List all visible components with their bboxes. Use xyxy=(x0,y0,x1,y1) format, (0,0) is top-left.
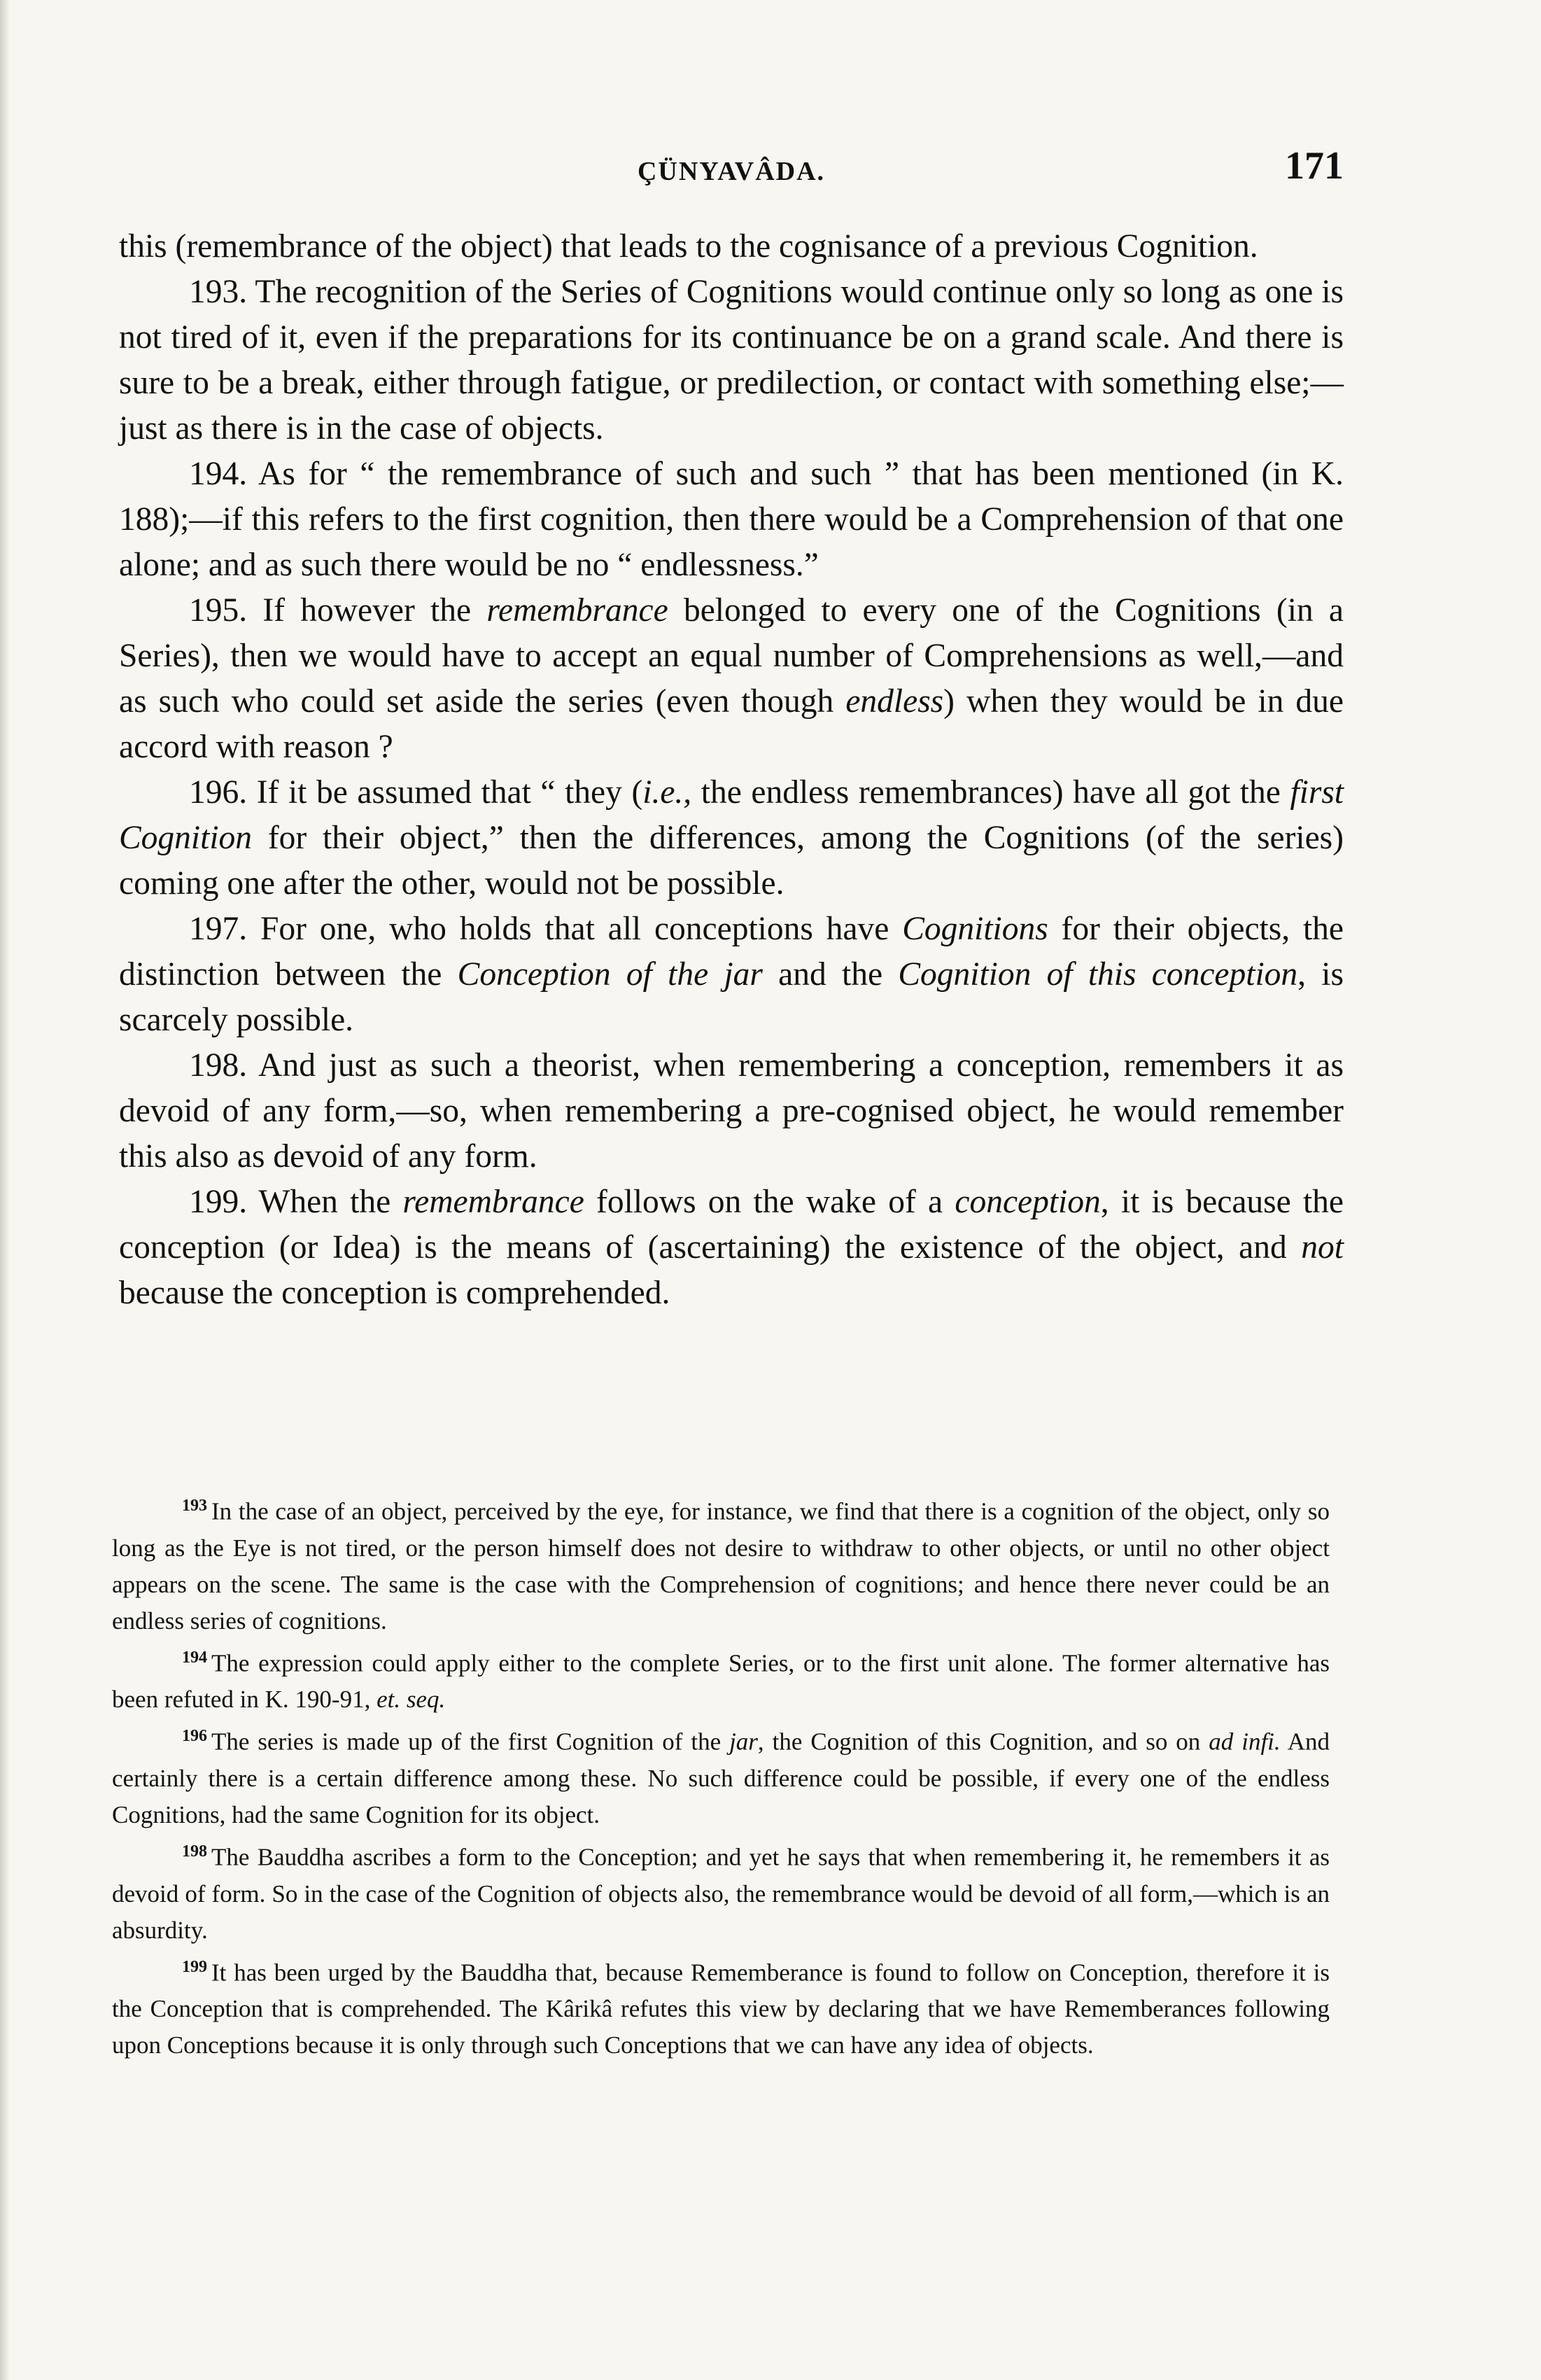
running-head: ÇÜNYAVÂDA. xyxy=(637,157,826,186)
footnote-number: 198 xyxy=(182,1842,207,1861)
footnote-text: And certainly there is a certain difference among these. No such difference could be possible, if every one of the endless Cognitions, had the same Cognition for its object. xyxy=(112,1728,1330,1828)
italic-segment: et. seq. xyxy=(377,1686,446,1714)
footnote-text: In the case of an object, perceived by the eye, for instance, we find that there is a cognition of the object, only so long as the Eye is not tired, or the person himself does not desire to withdraw to other objects, or until no other object appears on the scene. The same is the case with the Comprehension of cognitions; and hence there never could be an endless series of cognitions. xyxy=(112,1497,1330,1634)
italic-segment: Cognition of this conception xyxy=(898,956,1298,993)
text-segment: , it is because the conception (or Idea) is the means of (ascertaining) the existence of the object, and xyxy=(119,1184,1344,1266)
footnote-194 xyxy=(112,1639,1330,1718)
text-segment: ) when they would be in due accord with reason ? xyxy=(119,683,1344,765)
footnotes xyxy=(112,1488,1330,2064)
footnote-text: The expression could apply either to the complete Series, or to the first unit alone. The former alternative has been refuted in K. 190-91, xyxy=(112,1649,1330,1714)
paragraph-196 xyxy=(119,770,1344,906)
italic-segment: remembrance xyxy=(486,592,668,629)
text-segment: 196. If it be assumed that “ they ( xyxy=(189,774,643,811)
text-segment: because the conception is comprehended. xyxy=(119,1275,670,1311)
page-binding-edge xyxy=(0,0,10,2380)
paragraph-197 xyxy=(119,906,1344,1043)
footnote-text: The series is made up of the first Cognition of the xyxy=(211,1728,730,1756)
footnote-number: 193 xyxy=(182,1497,207,1515)
text-segment: the endless remembrances) have all got the xyxy=(691,774,1290,811)
text-segment: 195. If however the xyxy=(189,592,487,629)
page-header xyxy=(119,144,1344,192)
text-segment: 197. For one, who holds that all conceptions have xyxy=(189,911,903,947)
footnote-198 xyxy=(112,1833,1330,1949)
text-segment: 199. When the xyxy=(189,1184,403,1220)
footnote-199 xyxy=(112,1949,1330,2064)
paragraph-198: 198. And just as such a theorist, when remembering a conception, remembers it as devoid of any form,—so, when remembering a pre-cognised object, he would remember this also as devoid of any form. xyxy=(119,1047,1344,1175)
footnote-number: 196 xyxy=(182,1727,207,1746)
text-segment: belonged to every one of the Cognitions (in a Series), then we would have to accept an equal number of Comprehensions as well,—and as such who could set aside the series (even though xyxy=(119,592,1344,720)
text-segment: for their objects, the distinction between the xyxy=(119,911,1344,993)
footnote-number: 194 xyxy=(182,1648,207,1667)
italic-segment: first Cognition xyxy=(119,774,1344,856)
page-number: 171 xyxy=(1285,144,1344,188)
italic-segment: remembrance xyxy=(402,1184,584,1220)
paragraph-199 xyxy=(119,1180,1344,1316)
italic-segment: i.e., xyxy=(642,774,692,811)
footnote-text: It has been urged by the Bauddha that, because Rememberance is found to follow on Conception, therefore it is the Conception that is comprehended. The Kârikâ refutes this view by declaring that we have Rememberances following upon Conceptions because it is only through such Conceptions that we can have any idea of objects. xyxy=(112,1959,1330,2059)
footnote-text: The Bauddha ascribes a form to the Conception; and yet he says that when remembering it, he remembers it as devoid of form. So in the case of the Cognition of objects also, the remembrance would be devoid of all form,—which is an absurdity. xyxy=(112,1843,1330,1944)
italic-segment: ad infi. xyxy=(1209,1728,1281,1756)
paragraph-195 xyxy=(119,588,1344,770)
paragraph-194: 194. As for “ the remembrance of such and such ” that has been mentioned (in K. 188);—if this refers to the first cognition, then there would be a Comprehension of that one alone; and as such there would be no “ endlessness.” xyxy=(119,456,1344,583)
text-segment: for their object,” then the differences, among the Cognitions (of the series) coming one after the other, would not be possible. xyxy=(119,820,1344,902)
italic-segment: Conception of the jar xyxy=(457,956,763,993)
footnote-text: , the Cognition of this Cognition, and so on xyxy=(757,1728,1209,1756)
text-segment: follows on the wake of a xyxy=(584,1184,955,1220)
footnote-196 xyxy=(112,1718,1330,1833)
text-segment: , is scarcely possible. xyxy=(119,956,1344,1038)
paragraph-continuation: this (remembrance of the object) that leads to the cognisance of a previous Cognition. xyxy=(119,228,1258,265)
footnote-number: 199 xyxy=(182,1957,207,1976)
italic-segment: Cognitions xyxy=(902,911,1048,947)
italic-segment: not xyxy=(1301,1229,1344,1266)
footnote-193 xyxy=(112,1488,1330,1639)
main-text xyxy=(119,224,1344,1316)
italic-segment: endless xyxy=(845,683,944,720)
text-segment: and the xyxy=(762,956,899,993)
italic-segment: jar xyxy=(729,1728,758,1756)
italic-segment: conception xyxy=(955,1184,1101,1220)
paragraph-193: 193. The recognition of the Series of Cognitions would continue only so long as one is not tired of it, even if the preparations for its continuance be on a grand scale. And there is sure to be a break, either through fatigue, or predilection, or contact with something else;—just as there is in the case of objects. xyxy=(119,274,1344,447)
